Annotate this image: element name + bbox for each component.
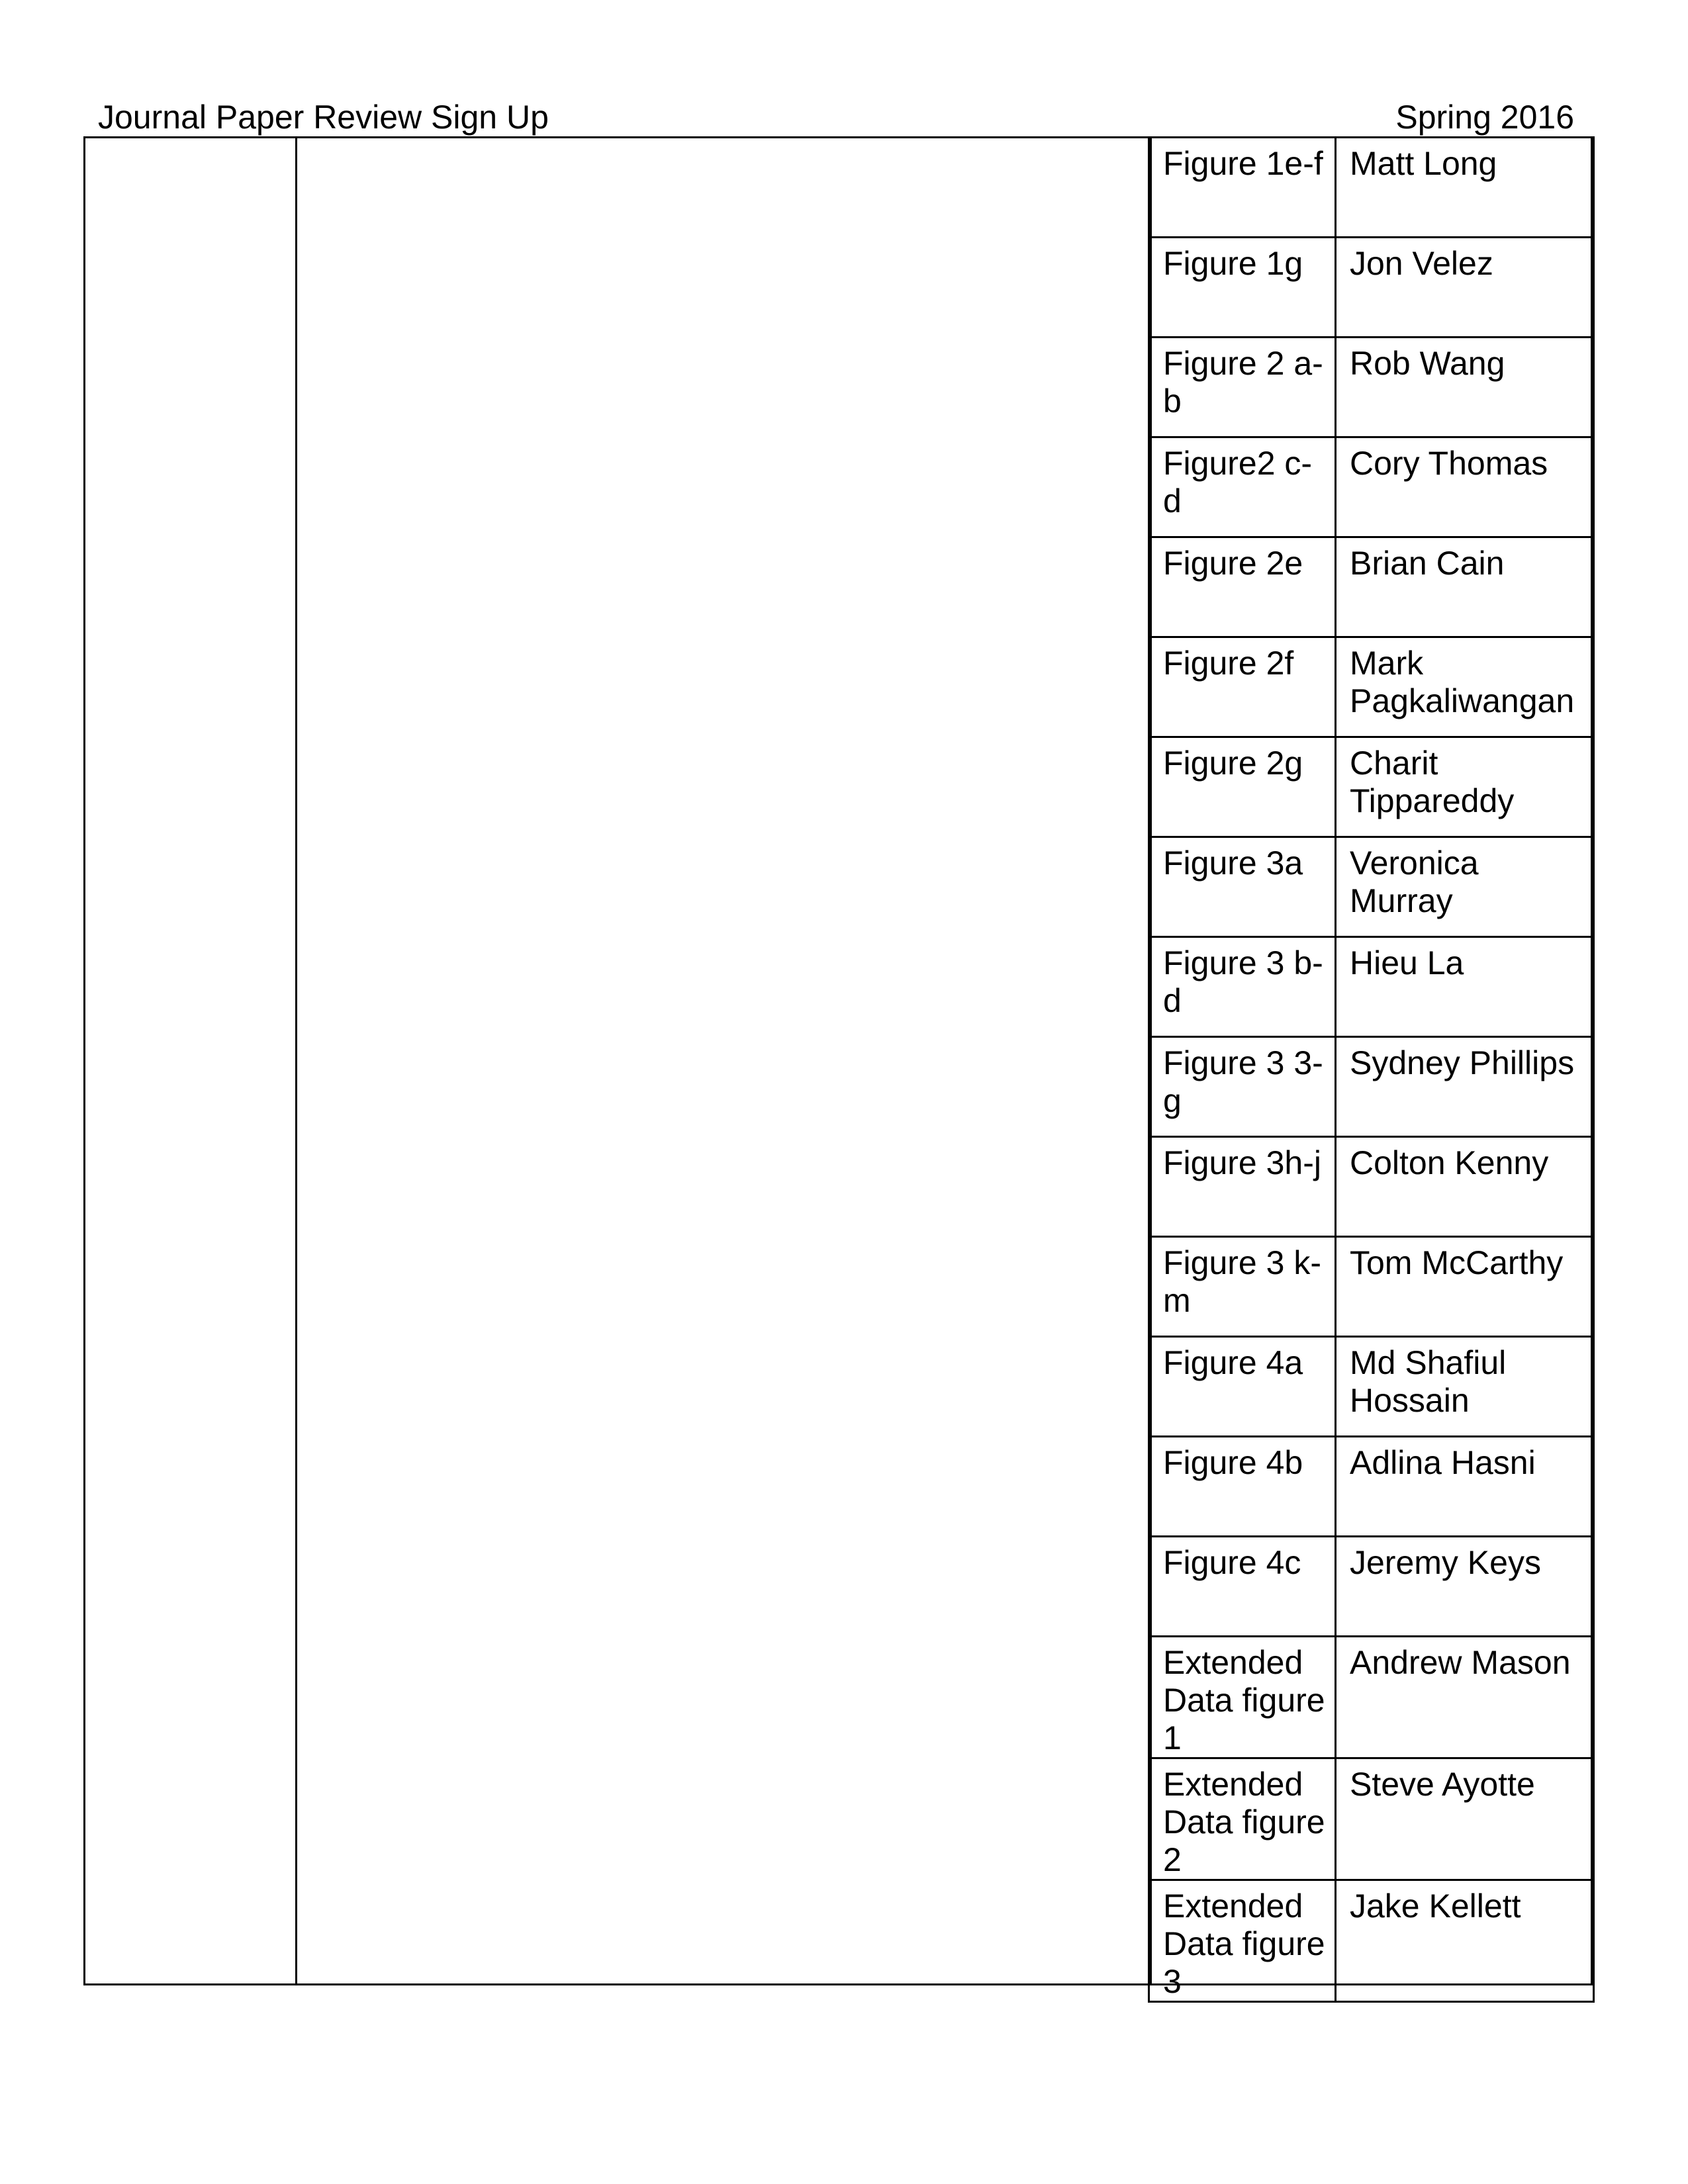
table-row	[1149, 1337, 1594, 1437]
column-divider	[295, 138, 297, 1983]
reviewer-cell: Jon Velez	[1336, 238, 1594, 338]
figure-cell: Extended Data figure 2	[1149, 1758, 1336, 1880]
reviewer-cell: Mark Pagkaliwangan	[1336, 637, 1594, 737]
figure-cell: Figure 3 b-d	[1149, 937, 1336, 1037]
table-row	[1149, 837, 1594, 937]
signup-table	[1148, 136, 1595, 2003]
document-title: Journal Paper Review Sign Up	[98, 99, 549, 136]
figure-cell: Figure2 c-d	[1149, 437, 1336, 537]
reviewer-cell: Jake Kellett	[1336, 1880, 1594, 2002]
reviewer-cell: Adlina Hasni	[1336, 1437, 1594, 1537]
figure-cell: Figure 3a	[1149, 837, 1336, 937]
reviewer-cell: Jeremy Keys	[1336, 1537, 1594, 1637]
reviewer-cell: Andrew Mason	[1336, 1637, 1594, 1758]
table-row	[1149, 1758, 1594, 1880]
reviewer-cell: Sydney Phillips	[1336, 1037, 1594, 1137]
reviewer-cell: Charit Tippareddy	[1336, 737, 1594, 837]
table-row	[1149, 238, 1594, 338]
reviewer-cell: Cory Thomas	[1336, 437, 1594, 537]
figure-cell: Figure 2 a-b	[1149, 338, 1336, 437]
table-row	[1149, 937, 1594, 1037]
figure-cell: Figure 3h-j	[1149, 1137, 1336, 1237]
table-row	[1149, 437, 1594, 537]
figure-cell: Figure 3 k-m	[1149, 1237, 1336, 1337]
reviewer-cell: Colton Kenny	[1336, 1137, 1594, 1237]
table-row	[1149, 1637, 1594, 1758]
figure-cell: Figure 4b	[1149, 1437, 1336, 1537]
table-row	[1149, 637, 1594, 737]
table-row	[1149, 537, 1594, 637]
reviewer-cell: Matt Long	[1336, 138, 1594, 238]
figure-cell: Figure 2e	[1149, 537, 1336, 637]
table-row	[1149, 1880, 1594, 2002]
table-row	[1149, 1537, 1594, 1637]
reviewer-cell: Rob Wang	[1336, 338, 1594, 437]
table-row	[1149, 1237, 1594, 1337]
table-row	[1149, 737, 1594, 837]
table-row	[1149, 1137, 1594, 1237]
term-label: Spring 2016	[1395, 99, 1574, 136]
table-row	[1149, 1037, 1594, 1137]
table-row	[1149, 138, 1594, 238]
figure-cell: Extended Data figure 1	[1149, 1637, 1336, 1758]
reviewer-cell: Tom McCarthy	[1336, 1237, 1594, 1337]
figure-cell: Figure 1g	[1149, 238, 1336, 338]
page-header	[98, 97, 1574, 138]
table-row	[1149, 338, 1594, 437]
figure-cell: Figure 2g	[1149, 737, 1336, 837]
figure-cell: Figure 2f	[1149, 637, 1336, 737]
reviewer-cell: Brian Cain	[1336, 537, 1594, 637]
figure-cell: Extended Data figure 3	[1149, 1880, 1336, 2002]
figure-cell: Figure 4c	[1149, 1537, 1336, 1637]
reviewer-cell: Md Shafiul Hossain	[1336, 1337, 1594, 1437]
figure-cell: Figure 3 3-g	[1149, 1037, 1336, 1137]
figure-cell: Figure 1e-f	[1149, 138, 1336, 238]
figure-cell: Figure 4a	[1149, 1337, 1336, 1437]
table-row	[1149, 1437, 1594, 1537]
reviewer-cell: Veronica Murray	[1336, 837, 1594, 937]
reviewer-cell: Hieu La	[1336, 937, 1594, 1037]
reviewer-cell: Steve Ayotte	[1336, 1758, 1594, 1880]
